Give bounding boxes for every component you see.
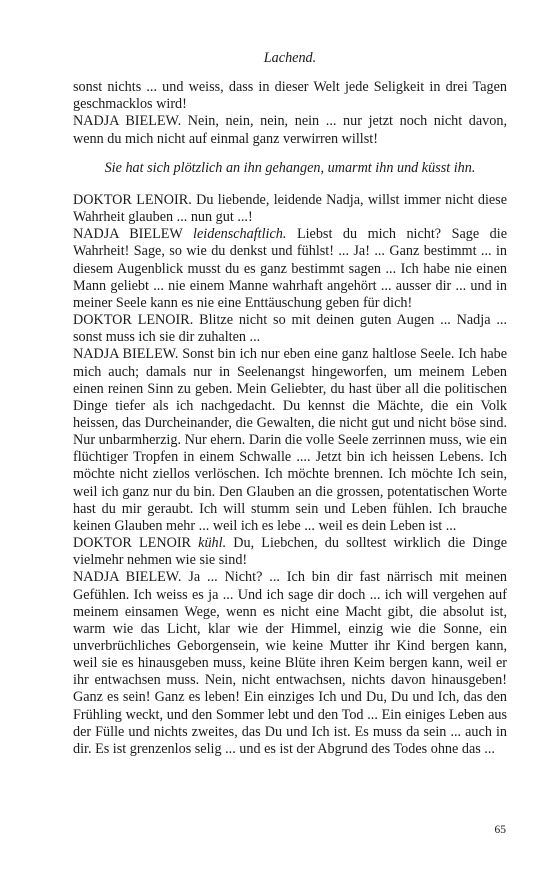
dialogue-paragraph <box>73 113 507 147</box>
dialogue-paragraph <box>73 312 507 346</box>
stage-direction-middle: Sie hat sich plötzlich an ihn gehangen, umarmt ihn und küsst ihn. <box>104 159 476 176</box>
dialogue-text: Liebst du mich nicht? Sage die Wahrheit! Sage, so wie du denkst und fühlst! ... Ja! ... Ganz bestimmt ... in diesem Augenblick musst du es ganz bestimmt sagen ... Ich habe nie einen Mann geliebt ... nie einem Manne wahrhaft angehört ... ausser dir ... und in meiner Seele kann es nie eine Enttäuschung geben für dich! <box>73 226 508 311</box>
dialogue-text: Ja ... Nicht? ... Ich bin dir fast närrisch mit meinen Gefühlen. Ich weiss es ja ... Und ich sage dir doch ... ich will vergehen auf meinem einsamen Wege, wenn es nicht eine Macht gibt, die absolut ist, warm wie das Licht, klar wie der Himmel, einzig wie die Sonne, ein unverbrüchliches Geborgensein, wie keine Mutter ihr Kind bergen kann, weil sie es hinausgeben muss, keine Blüte ihren Keim bergen kann, weil er ihr entwachsen muss. Nein, nicht entwachsen, nichts davon hinausgeben! Ganz es sein! Ganz es leben! Ein einziges Ich und Du, Du und Ich, das den Frühling weckt, und den Sommer lebt und den Tod ... Ein einiges Leben aus der Fülle und nichts zweites, das Du und Ich ist. Es muss da sein ... auch in dir. Es ist grenzenlos selig ... und es ist der Abgrund des Todes ohne das ... <box>73 569 507 757</box>
speaker-name: NADJA BIELEW. <box>73 569 182 586</box>
dialogue-text: Du liebende, leidende Nadja, willst immer nicht diese Wahrheit glauben ... nun gut ...! <box>73 191 507 226</box>
dialogue-paragraph <box>73 226 507 312</box>
dialogue-paragraph <box>73 535 507 569</box>
speaker-name: DOKTOR LENOIR <box>73 535 192 552</box>
dialogue-text: Nein, nein, nein, nein ... nur jetzt noch nicht davon, wenn du mich nicht auf einmal ganz verwirren willst! <box>73 113 508 147</box>
dialogue-paragraph <box>73 346 507 535</box>
dialogue-block-1 <box>73 79 507 148</box>
stage-direction-inline: leidenschaftlich. <box>193 226 287 243</box>
dialogue-text: Du, Liebchen, du solltest wirklich die Dinge vielmehr nehmen wie sie sind! <box>73 535 508 569</box>
dialogue-text: Blitze nicht so mit deinen guten Augen ... Nadja ... sonst muss ich sie dir zuhalten ... <box>73 312 507 346</box>
speaker-name: DOKTOR LENOIR. <box>73 312 194 329</box>
dialogue-block-2 <box>73 192 507 758</box>
stage-direction-inline: kühl. <box>198 535 227 552</box>
speaker-name: NADJA BIELEW. <box>73 113 182 130</box>
page-number: 65 <box>494 824 506 836</box>
dialogue-paragraph <box>73 192 507 226</box>
page-body <box>73 50 507 758</box>
dialogue-text: Sonst bin ich nur eben eine ganz haltlose Seele. Ich habe mich auch; damals nur in Seelenangst hingeworfen, um meinem Leben einen reinen Sinn zu geben. Mein Geliebter, du hast über all die politischen Dinge tiefer als ich nachgedacht. Du kennst die Mächte, die ein Volk heissen, das Durcheinander, die Gewalten, die nicht gut und nicht böse sind. Nur unbarmherzig. Nur ehern. Darin die volle Seele zerrinnen muss, wie ein flüchtiger Tropfen in einem Schwalle .... Jetzt bin ich heissen Lebens. Ich möchte nicht ziellos verlöschen. Ich möchte brennen. Ich möchte Ich sein, weil ich ganz nur du bin. Den Glauben an die grossen, potentatischen Worte hast du mir geraubt. Ich will stumm sein und Leben fühlen. Ich brauche keinen Glauben mehr ... weil ich es lebe ... weil es dein Leben ist ... <box>73 346 508 534</box>
speaker-name: DOKTOR LENOIR. <box>73 191 192 208</box>
dialogue-paragraph <box>73 79 507 113</box>
stage-direction-top: Lachend. <box>263 50 317 66</box>
speaker-name: NADJA BIELEW. <box>73 346 179 363</box>
speaker-name: NADJA BIELEW <box>73 226 183 243</box>
dialogue-text: sonst nichts ... und weiss, dass in dieser Welt jede Seligkeit in drei Tagen geschmacklos wird! <box>73 79 507 113</box>
dialogue-paragraph <box>73 569 507 758</box>
